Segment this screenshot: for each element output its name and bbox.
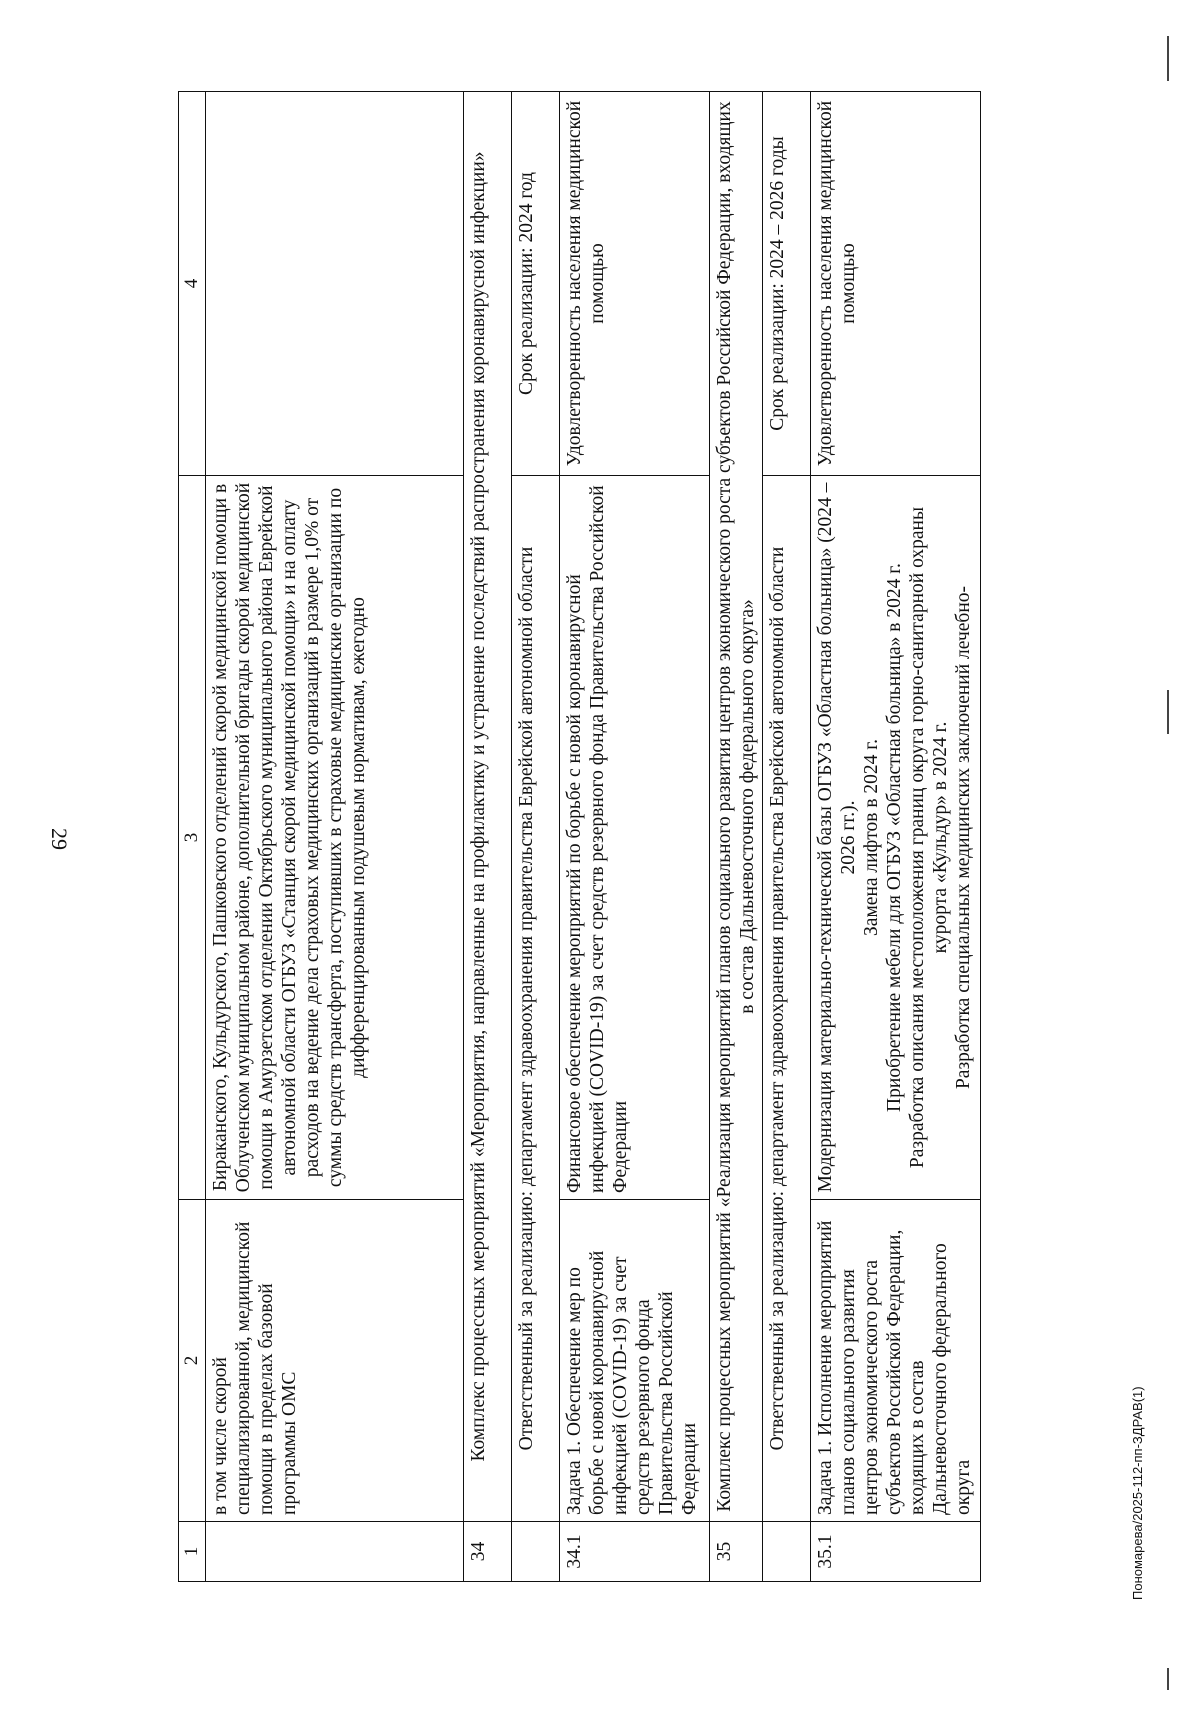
responsible-row-34 xyxy=(512,92,560,1582)
row-number: 35 xyxy=(710,1522,763,1582)
measure-description: Бираканского, Кульдурского, Пашковского отделений скорой медицинской помощи в Облученском муниципальном районе, дополнительной бригады скорой медицинской помощи в Амурзетском отделении Октябрьского муниципального района Еврейской автономной области ОГБУЗ «Станция скорой медицинской помощи» и на оплату расходов на ведение дела страховых медицинских организаций в размере 1,0% от суммы средств трансферта, поступивших в страховые медицинские организации по дифференцированным подушевым нормативам, ежегодно xyxy=(206,476,464,1200)
responsible-row-35 xyxy=(763,92,811,1582)
col-header-1: 1 xyxy=(179,1522,206,1582)
result-cell: Удовлетворенность населения медицинской помощью xyxy=(811,92,981,476)
col-header-4: 4 xyxy=(179,92,206,476)
task-description: Задача 1. Исполнение мероприятий планов социального развития центров экономического роста субъектов Российской Федерации, входящих в состав Дальневосточного федерального округа xyxy=(811,1200,981,1522)
task-row-35-1 xyxy=(811,92,981,1582)
result-cell: Удовлетворенность населения медицинской помощью xyxy=(560,92,710,476)
scan-mark-top xyxy=(1167,36,1169,81)
responsible-text: Ответственный за реализацию: департамент здравоохранения правительства Еврейской автономной области xyxy=(763,476,811,1522)
col-header-3: 3 xyxy=(179,476,206,1200)
scan-mark-middle xyxy=(1167,690,1169,734)
rotated-table-container xyxy=(178,92,1130,1582)
col-header-2: 2 xyxy=(179,1200,206,1522)
term-text: Срок реализации: 2024 – 2026 годы xyxy=(763,92,811,476)
row-number xyxy=(512,1522,560,1582)
row-number: 34 xyxy=(464,1522,512,1582)
section-title: Комплекс процессных мероприятий «Реализация мероприятий планов социального развития центров экономического роста субъектов Российской Федерации, входящих в состав Дальневосточного федерального округа» xyxy=(710,92,763,1522)
measure-line: Замена лифтов в 2024 г. xyxy=(861,739,883,936)
row-number: 34.1 xyxy=(560,1522,710,1582)
section-row-35 xyxy=(710,92,763,1582)
row-number: 35.1 xyxy=(811,1522,981,1582)
measure-line: Разработка специальных медицинских заключений лечебно- xyxy=(953,585,975,1090)
task-description: в том числе скорой специализированной, медицинской помощи в пределах базовой программы ОМС xyxy=(206,1200,464,1522)
measure-description: Финансовое обеспечение мероприятий по борьбе с новой коронавирусной инфекцией (COVID-19) за счет средств резервного фонда Правительства Российской Федерации xyxy=(560,476,710,1200)
responsible-text: Ответственный за реализацию: департамент здравоохранения правительства Еврейской автономной области xyxy=(512,476,560,1522)
section-row-34 xyxy=(464,92,512,1582)
page-number: 29 xyxy=(47,828,72,850)
section-title: Комплекс процессных мероприятий «Мероприятия, направленные на профилактику и устранение последствий распространения коронавирусной инфекции» xyxy=(464,92,512,1522)
row-number xyxy=(206,1522,464,1582)
document-footer: Пономарева/2025-112-пп-ЗДРАВ(1) xyxy=(1130,1386,1145,1600)
row-number xyxy=(763,1522,811,1582)
scan-mark-bottom xyxy=(1167,1668,1169,1690)
result-cell xyxy=(206,92,464,476)
header-row xyxy=(179,92,206,1582)
term-text: Срок реализации: 2024 год xyxy=(512,92,560,476)
task-description: Задача 1. Обеспечение мер по борьбе с новой коронавирусной инфекцией (COVID-19) за счет средств резервного фонда Правительства Российской Федерации xyxy=(560,1200,710,1522)
measure-description xyxy=(811,476,981,1200)
program-table xyxy=(178,91,981,1582)
measure-line: Модернизация материально-технической базы ОГБУЗ «Областная больница» (2024 – 2026 гг.). xyxy=(815,482,860,1193)
table-row xyxy=(206,92,464,1582)
measure-line: Приобретение мебели для ОГБУЗ «Областная больница» в 2024 г. xyxy=(884,563,906,1112)
measure-line: Разработка описания местоположения границ округа горно-санитарной охраны курорта «Кульдур» в 2024 г. xyxy=(907,506,952,1169)
task-row-34-1 xyxy=(560,92,710,1582)
